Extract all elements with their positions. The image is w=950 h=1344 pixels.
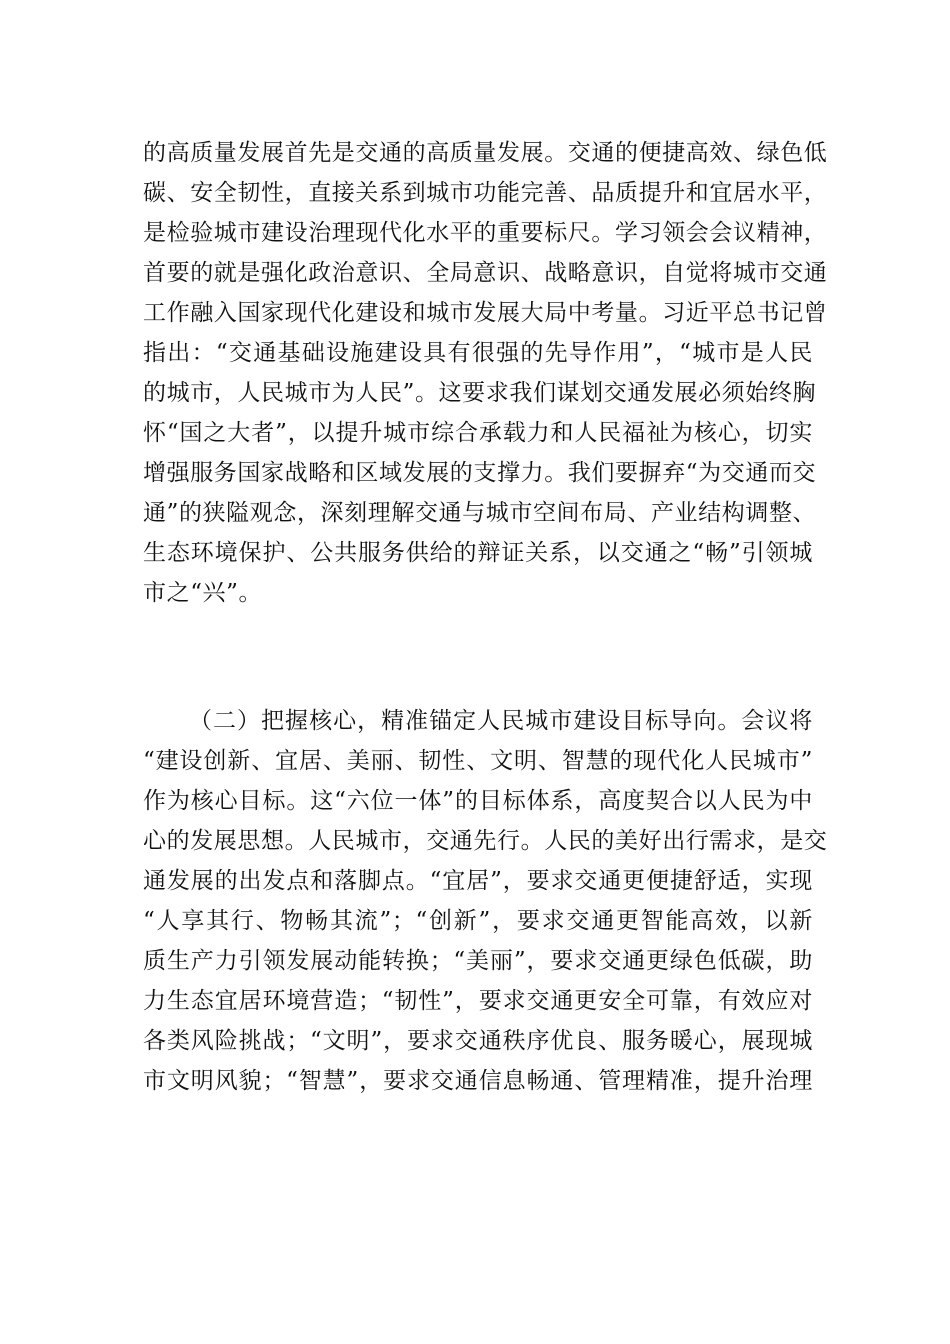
text-line: 市文明风貌；“智慧”，要求交通信息畅通、管理精准，提升治理 (143, 1068, 813, 1094)
paragraph-1 (143, 133, 828, 613)
text-line: 通”的狭隘观念，深刻理解交通与城市空间布局、产业结构调整、 (143, 500, 817, 526)
text-line: 通发展的出发点和落脚点。“宜居”，要求交通更便捷舒适，实现 (143, 868, 813, 894)
text-line: （二）把握核心，精准锚定人民城市建设目标导向。会议将 (189, 708, 813, 734)
text-line: 市之“兴”。 (143, 580, 263, 606)
text-line: 的城市，人民城市为人民”。这要求我们谋划交通发展必须始终胸 (143, 380, 817, 406)
text-line: “建设创新、宜居、美丽、韧性、文明、智慧的现代化人民城市” (143, 748, 813, 774)
text-line: 指出：“交通基础设施建设具有很强的先导作用”，“城市是人民 (143, 340, 813, 366)
paragraph-2 (143, 701, 828, 1101)
text-line: 是检验城市建设治理现代化水平的重要标尺。学习领会会议精神， (143, 220, 828, 246)
text-line: 碳、安全韧性，直接关系到城市功能完善、品质提升和宜居水平， (143, 180, 828, 206)
text-line: 工作融入国家现代化建设和城市发展大局中考量。习近平总书记曾 (143, 300, 828, 326)
text-line: 首要的就是强化政治意识、全局意识、战略意识，自觉将城市交通 (143, 260, 828, 286)
text-line: 力生态宜居环境营造；“韧性”，要求交通更安全可靠，有效应对 (143, 988, 813, 1014)
text-line: “人享其行、物畅其流”；“创新”，要求交通更智能高效，以新 (143, 908, 813, 934)
text-line: 作为核心目标。这“六位一体”的目标体系，高度契合以人民为中 (143, 788, 813, 814)
text-line: 生态环境保护、公共服务供给的辩证关系，以交通之“畅”引领城 (143, 540, 813, 566)
text-line: 质生产力引领发展动能转换；“美丽”，要求交通更绿色低碳，助 (143, 948, 813, 974)
text-line: 怀“国之大者”，以提升城市综合承载力和人民福祉为核心，切实 (143, 420, 813, 446)
text-line: 心的发展思想。人民城市，交通先行。人民的美好出行需求，是交 (143, 828, 828, 854)
text-line: 的高质量发展首先是交通的高质量发展。交通的便捷高效、绿色低 (143, 140, 828, 166)
text-line: 各类风险挑战；“文明”，要求交通秩序优良、服务暖心，展现城 (143, 1028, 813, 1054)
text-line: 增强服务国家战略和区域发展的支撑力。我们要摒弃“为交通而交 (143, 460, 817, 486)
